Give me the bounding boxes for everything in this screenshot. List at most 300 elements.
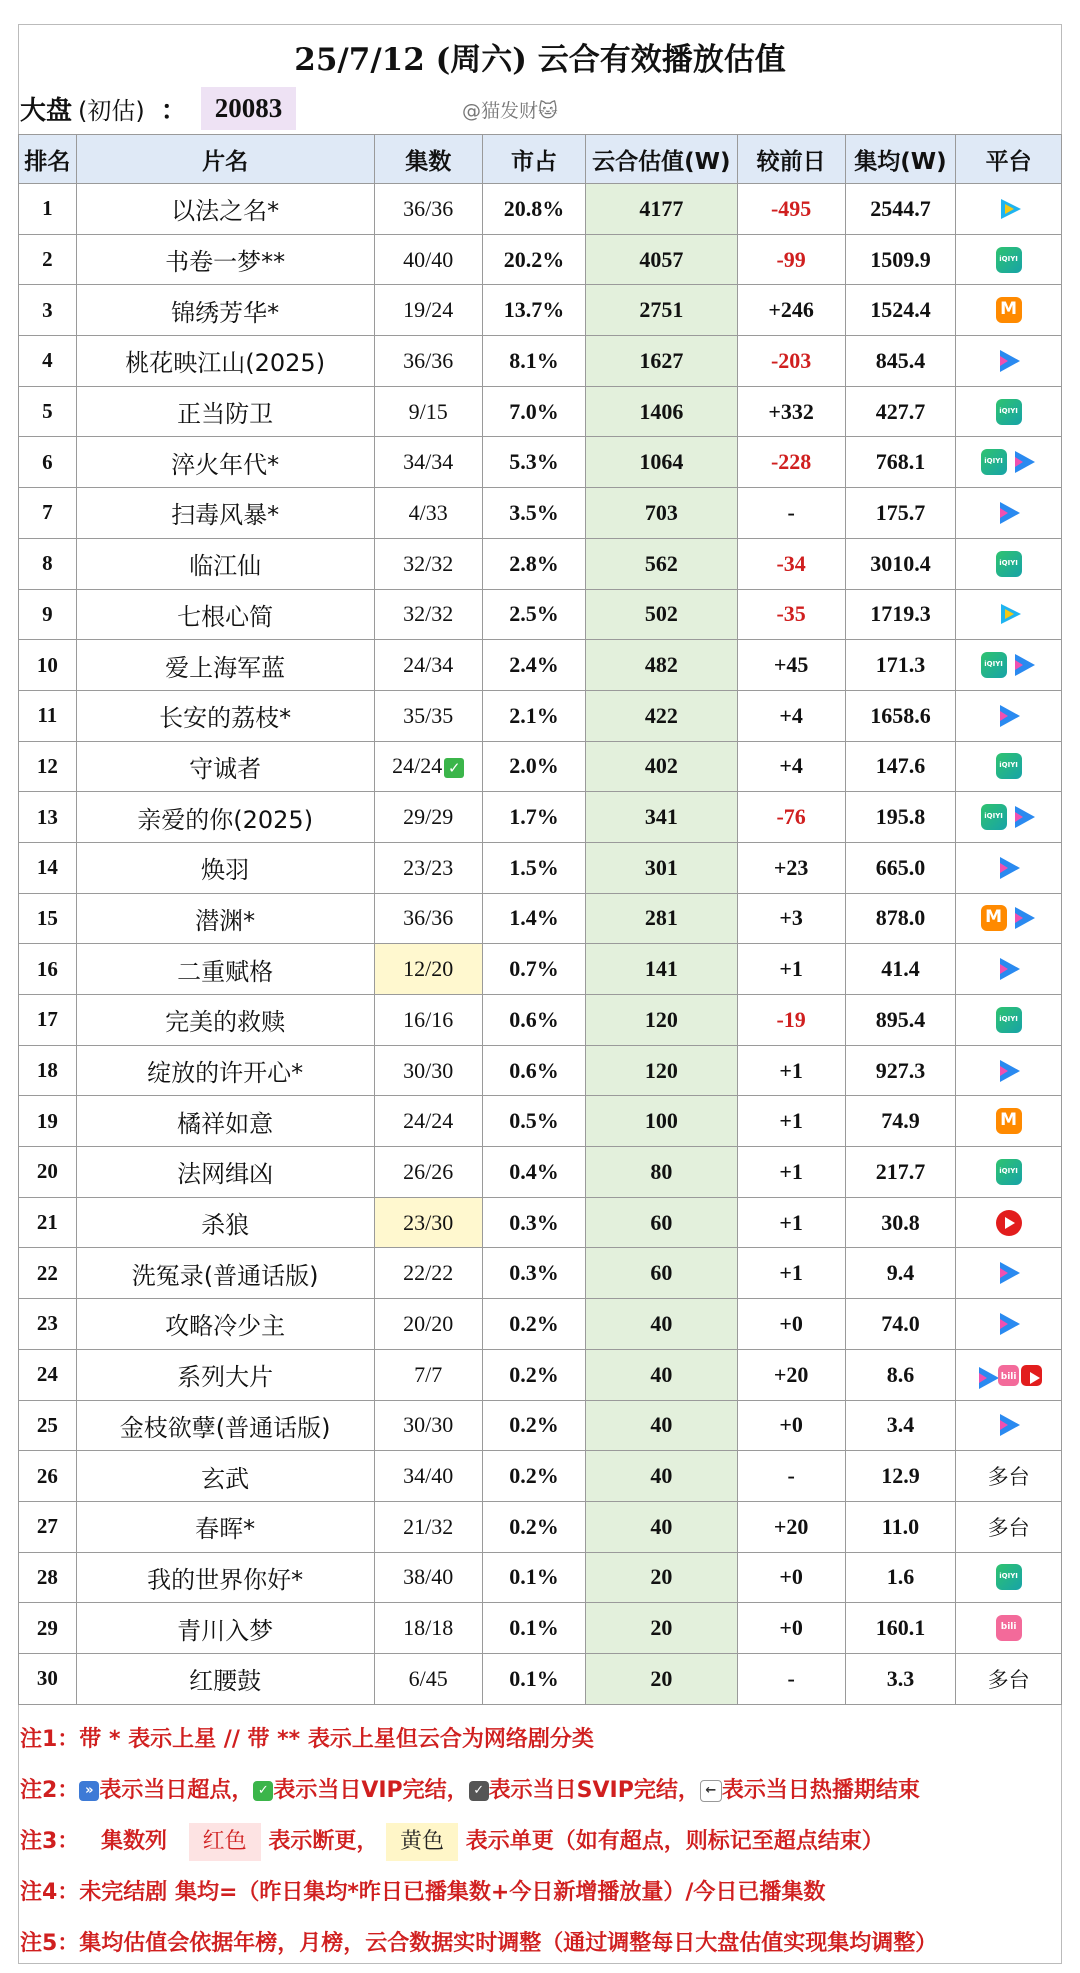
share-cell: 13.7% xyxy=(482,285,585,336)
avg-cell: 1524.4 xyxy=(845,285,956,336)
episodes-cell xyxy=(374,1299,482,1350)
dapan-sub: (初估) xyxy=(78,96,145,125)
episodes-value: 23/23 xyxy=(403,854,454,880)
avg-cell: 8.6 xyxy=(845,1349,956,1400)
value-cell: 40 xyxy=(586,1299,737,1350)
header-cell: 排名 xyxy=(19,135,77,184)
table-row xyxy=(19,437,1062,488)
note-2-text-c: 表示当日SVIP完结， xyxy=(488,1778,700,1803)
episodes-value: 30/30 xyxy=(403,1412,454,1438)
ranking-table xyxy=(18,134,1062,1705)
episodes-cell xyxy=(374,234,482,285)
platform-cell xyxy=(956,1552,1062,1603)
episodes-value: 40/40 xyxy=(403,246,454,272)
value-cell: 40 xyxy=(586,1400,737,1451)
table-row xyxy=(19,488,1062,539)
table-body xyxy=(19,184,1062,1705)
episodes-value: 9/15 xyxy=(408,398,448,424)
header-cell: 较前日 xyxy=(737,135,845,184)
platform-cell xyxy=(956,1349,1062,1400)
platform-cell xyxy=(956,1299,1062,1350)
episodes-cell xyxy=(374,1653,482,1704)
end-arrow-icon: ← xyxy=(700,1780,722,1802)
avg-cell: 665.0 xyxy=(845,842,956,893)
table-row xyxy=(19,1096,1062,1147)
share-cell: 2.4% xyxy=(482,640,585,691)
episodes-cell xyxy=(374,1501,482,1552)
table-row xyxy=(19,893,1062,944)
episodes-value: 23/30 xyxy=(403,1209,454,1235)
change-cell: +0 xyxy=(737,1400,845,1451)
dapan-value: 20083 xyxy=(201,87,297,130)
platform-cell xyxy=(956,234,1062,285)
episodes-value: 36/36 xyxy=(403,195,454,221)
share-cell: 2.8% xyxy=(482,538,585,589)
table-row xyxy=(19,336,1062,387)
title-cell: 绽放的许开心* xyxy=(76,1045,374,1096)
value-cell: 1627 xyxy=(586,336,737,387)
header-cell: 集均(W) xyxy=(845,135,956,184)
note-3 xyxy=(20,1820,1060,1871)
rank-cell: 13 xyxy=(19,792,77,843)
platform-cell xyxy=(956,184,1062,235)
rank-cell: 27 xyxy=(19,1501,77,1552)
share-cell: 0.6% xyxy=(482,995,585,1046)
avg-cell: 3.3 xyxy=(845,1653,956,1704)
platform-cell xyxy=(956,336,1062,387)
bili-icon xyxy=(996,1615,1022,1641)
episodes-value: 7/7 xyxy=(414,1361,443,1387)
table-header-row xyxy=(19,135,1062,184)
avg-cell: 927.3 xyxy=(845,1045,956,1096)
title-cell: 正当防卫 xyxy=(76,386,374,437)
table-row xyxy=(19,792,1062,843)
platform-cell xyxy=(956,437,1062,488)
note-4: 注4：未完结剧 集均=（昨日集均*昨日已播集数+今日新增播放量）/今日已播集数 xyxy=(20,1880,826,1905)
share-cell: 0.2% xyxy=(482,1349,585,1400)
youku-icon xyxy=(1011,905,1037,931)
table-row xyxy=(19,285,1062,336)
change-cell: +0 xyxy=(737,1299,845,1350)
rank-cell: 7 xyxy=(19,488,77,539)
mango-icon xyxy=(981,905,1007,931)
episodes-value: 24/34 xyxy=(403,652,454,678)
platform-cell xyxy=(956,1603,1062,1654)
title-cell: 焕羽 xyxy=(76,842,374,893)
tencent-icon xyxy=(996,196,1022,222)
avg-cell: 195.8 xyxy=(845,792,956,843)
table-row xyxy=(19,1552,1062,1603)
avg-cell: 2544.7 xyxy=(845,184,956,235)
change-cell: +1 xyxy=(737,1248,845,1299)
table-row xyxy=(19,1197,1062,1248)
table-row xyxy=(19,1248,1062,1299)
episodes-value: 32/32 xyxy=(403,550,454,576)
title-cell: 青川入梦 xyxy=(76,1603,374,1654)
episodes-cell xyxy=(374,538,482,589)
value-cell: 120 xyxy=(586,1045,737,1096)
value-cell: 40 xyxy=(586,1451,737,1502)
share-cell: 0.1% xyxy=(482,1603,585,1654)
change-cell: +45 xyxy=(737,640,845,691)
platform-cell xyxy=(956,386,1062,437)
avg-cell: 12.9 xyxy=(845,1451,956,1502)
title-cell: 二重赋格 xyxy=(76,944,374,995)
value-cell: 141 xyxy=(586,944,737,995)
mgtv-icon xyxy=(1021,1365,1042,1386)
change-cell: - xyxy=(737,1451,845,1502)
episodes-value: 34/40 xyxy=(403,1463,454,1489)
share-cell: 2.5% xyxy=(482,589,585,640)
header-cell: 云合估值(W) xyxy=(586,135,737,184)
episodes-cell xyxy=(374,741,482,792)
episodes-cell xyxy=(374,690,482,741)
mango-icon xyxy=(996,297,1022,323)
title-cell: 金枝欲孽(普通话版) xyxy=(76,1400,374,1451)
table-row xyxy=(19,640,1062,691)
note-3-red-swatch: 红色 xyxy=(189,1823,261,1861)
episodes-value: 35/35 xyxy=(403,702,454,728)
episodes-cell xyxy=(374,1400,482,1451)
rank-cell: 21 xyxy=(19,1197,77,1248)
check-dark-icon: ✓ xyxy=(469,1781,489,1801)
share-cell: 1.5% xyxy=(482,842,585,893)
share-cell: 0.2% xyxy=(482,1400,585,1451)
platform-cell xyxy=(956,893,1062,944)
title-cell: 橘祥如意 xyxy=(76,1096,374,1147)
platform-cell xyxy=(956,1248,1062,1299)
title-cell: 完美的救赎 xyxy=(76,995,374,1046)
value-cell: 1406 xyxy=(586,386,737,437)
change-cell: +23 xyxy=(737,842,845,893)
note-3-eps-col: 集数列 xyxy=(100,1829,167,1854)
change-cell: +332 xyxy=(737,386,845,437)
change-cell: - xyxy=(737,1653,845,1704)
avg-cell: 3.4 xyxy=(845,1400,956,1451)
iqiyi-icon xyxy=(981,449,1007,475)
mango-icon xyxy=(996,1108,1022,1134)
change-cell: - xyxy=(737,488,845,539)
change-cell: +4 xyxy=(737,741,845,792)
share-cell: 20.8% xyxy=(482,184,585,235)
episodes-cell xyxy=(374,1045,482,1096)
iqiyi-icon xyxy=(996,1159,1022,1185)
change-cell: -19 xyxy=(737,995,845,1046)
episodes-value: 26/26 xyxy=(403,1158,454,1184)
youku-icon xyxy=(996,500,1022,526)
episodes-value: 22/22 xyxy=(403,1260,454,1286)
avg-cell: 1.6 xyxy=(845,1552,956,1603)
avg-cell: 427.7 xyxy=(845,386,956,437)
avg-cell: 895.4 xyxy=(845,995,956,1046)
episodes-value: 16/16 xyxy=(403,1006,454,1032)
share-cell: 0.2% xyxy=(482,1299,585,1350)
share-cell: 0.3% xyxy=(482,1248,585,1299)
rank-cell: 22 xyxy=(19,1248,77,1299)
episodes-cell xyxy=(374,1248,482,1299)
avg-cell: 845.4 xyxy=(845,336,956,387)
platform-cell: 多台 xyxy=(956,1451,1062,1502)
table-row xyxy=(19,184,1062,235)
note-1: 注1：带 * 表示上星 // 带 ** 表示上星但云合为网络剧分类 xyxy=(20,1727,594,1752)
iqiyi-icon xyxy=(996,753,1022,779)
change-cell: +0 xyxy=(737,1603,845,1654)
table-row xyxy=(19,589,1062,640)
note-2-text-a: 表示当日超点， xyxy=(99,1778,254,1803)
platform-cell: 多台 xyxy=(956,1501,1062,1552)
title-cell: 淬火年代* xyxy=(76,437,374,488)
episodes-cell xyxy=(374,640,482,691)
platform-cell xyxy=(956,944,1062,995)
value-cell: 20 xyxy=(586,1603,737,1654)
share-cell: 0.1% xyxy=(482,1653,585,1704)
rank-cell: 2 xyxy=(19,234,77,285)
table-row xyxy=(19,234,1062,285)
episodes-cell xyxy=(374,1197,482,1248)
tencent-icon xyxy=(996,601,1022,627)
rank-cell: 15 xyxy=(19,893,77,944)
avg-cell: 30.8 xyxy=(845,1197,956,1248)
table-row xyxy=(19,1501,1062,1552)
episodes-value: 12/20 xyxy=(403,956,454,982)
rank-cell: 1 xyxy=(19,184,77,235)
note-2-text-b: 表示当日VIP完结， xyxy=(273,1778,469,1803)
share-cell: 2.0% xyxy=(482,741,585,792)
share-cell: 5.3% xyxy=(482,437,585,488)
bili-icon xyxy=(998,1365,1019,1386)
share-cell: 0.2% xyxy=(482,1451,585,1502)
rank-cell: 26 xyxy=(19,1451,77,1502)
table-row xyxy=(19,1299,1062,1350)
vip-complete-check-icon: ✓ xyxy=(444,758,464,778)
avg-cell: 175.7 xyxy=(845,488,956,539)
youku-icon xyxy=(996,703,1022,729)
value-cell: 301 xyxy=(586,842,737,893)
title-cell: 杀狼 xyxy=(76,1197,374,1248)
table-row xyxy=(19,1349,1062,1400)
note-3-text-b: 表示单更（如有超点，则标记至超点结束） xyxy=(465,1829,884,1854)
episodes-value: 29/29 xyxy=(403,804,454,830)
change-cell: +20 xyxy=(737,1349,845,1400)
change-cell: -228 xyxy=(737,437,845,488)
rank-cell: 6 xyxy=(19,437,77,488)
table-row xyxy=(19,538,1062,589)
header-cell: 平台 xyxy=(956,135,1062,184)
value-cell: 341 xyxy=(586,792,737,843)
youku-icon xyxy=(996,855,1022,881)
episodes-cell xyxy=(374,893,482,944)
avg-cell: 147.6 xyxy=(845,741,956,792)
avg-cell: 1658.6 xyxy=(845,690,956,741)
avg-cell: 878.0 xyxy=(845,893,956,944)
iqiyi-icon xyxy=(996,551,1022,577)
title-cell: 我的世界你好* xyxy=(76,1552,374,1603)
change-cell: +1 xyxy=(737,944,845,995)
mgtv-icon xyxy=(996,1210,1022,1236)
table-row xyxy=(19,741,1062,792)
value-cell: 120 xyxy=(586,995,737,1046)
episodes-cell xyxy=(374,842,482,893)
episodes-cell xyxy=(374,1552,482,1603)
avg-cell: 41.4 xyxy=(845,944,956,995)
note-3-text-a: 表示断更， xyxy=(268,1829,379,1854)
note-2-prefix: 注2： xyxy=(20,1778,80,1803)
notes-section xyxy=(20,1718,1060,1973)
share-cell: 1.4% xyxy=(482,893,585,944)
iqiyi-icon xyxy=(981,652,1007,678)
header-cell: 市占 xyxy=(482,135,585,184)
value-cell: 60 xyxy=(586,1197,737,1248)
share-cell: 0.3% xyxy=(482,1197,585,1248)
episodes-value: 19/24 xyxy=(403,297,454,323)
table-row xyxy=(19,1400,1062,1451)
change-cell: +4 xyxy=(737,690,845,741)
rank-cell: 25 xyxy=(19,1400,77,1451)
episodes-cell xyxy=(374,1147,482,1198)
title-cell: 潜渊* xyxy=(76,893,374,944)
episodes-value: 20/20 xyxy=(403,1310,454,1336)
rank-cell: 18 xyxy=(19,1045,77,1096)
platform-cell xyxy=(956,488,1062,539)
rank-cell: 12 xyxy=(19,741,77,792)
title-cell: 洗冤录(普通话版) xyxy=(76,1248,374,1299)
change-cell: -76 xyxy=(737,792,845,843)
youku-icon xyxy=(996,348,1022,374)
title-cell: 长安的荔枝* xyxy=(76,690,374,741)
title-cell: 以法之名* xyxy=(76,184,374,235)
table-row xyxy=(19,944,1062,995)
change-cell: +246 xyxy=(737,285,845,336)
platform-cell xyxy=(956,589,1062,640)
iqiyi-icon xyxy=(996,1007,1022,1033)
share-cell: 0.4% xyxy=(482,1147,585,1198)
avg-cell: 768.1 xyxy=(845,437,956,488)
rank-cell: 24 xyxy=(19,1349,77,1400)
value-cell: 4177 xyxy=(586,184,737,235)
rank-cell: 16 xyxy=(19,944,77,995)
youku-icon xyxy=(1011,804,1037,830)
avg-cell: 9.4 xyxy=(845,1248,956,1299)
youku-icon xyxy=(1011,652,1037,678)
title-cell: 玄武 xyxy=(76,1451,374,1502)
share-cell: 1.7% xyxy=(482,792,585,843)
iqiyi-icon xyxy=(981,804,1007,830)
dapan-label: 大盘 xyxy=(20,95,73,126)
value-cell: 80 xyxy=(586,1147,737,1198)
episodes-cell xyxy=(374,1349,482,1400)
avg-cell: 160.1 xyxy=(845,1603,956,1654)
youku-icon xyxy=(996,1311,1022,1337)
episodes-value: 36/36 xyxy=(403,905,454,931)
rank-cell: 9 xyxy=(19,589,77,640)
change-cell: +20 xyxy=(737,1501,845,1552)
iqiyi-icon xyxy=(996,247,1022,273)
platform-cell: 多台 xyxy=(956,1653,1062,1704)
platform-cell xyxy=(956,995,1062,1046)
value-cell: 40 xyxy=(586,1501,737,1552)
change-cell: +0 xyxy=(737,1552,845,1603)
share-cell: 0.6% xyxy=(482,1045,585,1096)
episodes-value: 24/24 xyxy=(392,753,443,779)
rank-cell: 20 xyxy=(19,1147,77,1198)
avg-cell: 3010.4 xyxy=(845,538,956,589)
title-cell: 临江仙 xyxy=(76,538,374,589)
episodes-value: 30/30 xyxy=(403,1057,454,1083)
change-cell: -34 xyxy=(737,538,845,589)
title-cell: 系列大片 xyxy=(76,1349,374,1400)
value-cell: 482 xyxy=(586,640,737,691)
table-row xyxy=(19,386,1062,437)
platform-cell xyxy=(956,1197,1062,1248)
value-cell: 502 xyxy=(586,589,737,640)
value-cell: 703 xyxy=(586,488,737,539)
title-cell: 锦绣芳华* xyxy=(76,285,374,336)
avg-cell: 217.7 xyxy=(845,1147,956,1198)
value-cell: 422 xyxy=(586,690,737,741)
platform-cell xyxy=(956,538,1062,589)
author-handle: @猫发财🐱 xyxy=(462,100,558,122)
episodes-cell xyxy=(374,437,482,488)
change-cell: +1 xyxy=(737,1197,845,1248)
episodes-value: 6/45 xyxy=(408,1665,448,1691)
episodes-cell xyxy=(374,488,482,539)
youku-icon xyxy=(975,1365,996,1386)
rank-cell: 17 xyxy=(19,995,77,1046)
avg-cell: 74.9 xyxy=(845,1096,956,1147)
check-icon: ✓ xyxy=(253,1781,273,1801)
note-5: 注5：集均估值会依据年榜，月榜，云合数据实时调整（通过调整每日大盘估值实现集均调整） xyxy=(20,1931,938,1956)
platform-cell xyxy=(956,285,1062,336)
episodes-value: 4/33 xyxy=(408,499,448,525)
value-cell: 60 xyxy=(586,1248,737,1299)
episodes-cell xyxy=(374,336,482,387)
value-cell: 402 xyxy=(586,741,737,792)
page-title: 25/7/12 (周六) 云合有效播放估值 xyxy=(294,42,786,78)
value-cell: 20 xyxy=(586,1653,737,1704)
platform-cell xyxy=(956,690,1062,741)
change-cell: -203 xyxy=(737,336,845,387)
rank-cell: 29 xyxy=(19,1603,77,1654)
title-cell: 书卷一梦** xyxy=(76,234,374,285)
header-cell: 集数 xyxy=(374,135,482,184)
episodes-cell xyxy=(374,184,482,235)
table-row xyxy=(19,1045,1062,1096)
rank-cell: 5 xyxy=(19,386,77,437)
note-2-text-d: 表示当日热播期结束 xyxy=(721,1778,920,1803)
title-cell: 红腰鼓 xyxy=(76,1653,374,1704)
value-cell: 100 xyxy=(586,1096,737,1147)
note-3-yellow-swatch: 黄色 xyxy=(386,1823,458,1861)
change-cell: +1 xyxy=(737,1147,845,1198)
dapan-colon: ： xyxy=(160,95,187,126)
title-cell: 桃花映江山(2025) xyxy=(76,336,374,387)
episodes-value: 18/18 xyxy=(403,1615,454,1641)
table-row xyxy=(19,1147,1062,1198)
episodes-cell xyxy=(374,944,482,995)
avg-cell: 11.0 xyxy=(845,1501,956,1552)
avg-cell: 74.0 xyxy=(845,1299,956,1350)
avg-cell: 1509.9 xyxy=(845,234,956,285)
header-cell: 片名 xyxy=(76,135,374,184)
title-cell: 法网缉凶 xyxy=(76,1147,374,1198)
episodes-value: 36/36 xyxy=(403,347,454,373)
platform-cell xyxy=(956,1400,1062,1451)
episodes-value: 24/24 xyxy=(403,1108,454,1134)
rank-cell: 10 xyxy=(19,640,77,691)
share-cell: 0.5% xyxy=(482,1096,585,1147)
youku-icon xyxy=(1011,449,1037,475)
platform-cell xyxy=(956,741,1062,792)
